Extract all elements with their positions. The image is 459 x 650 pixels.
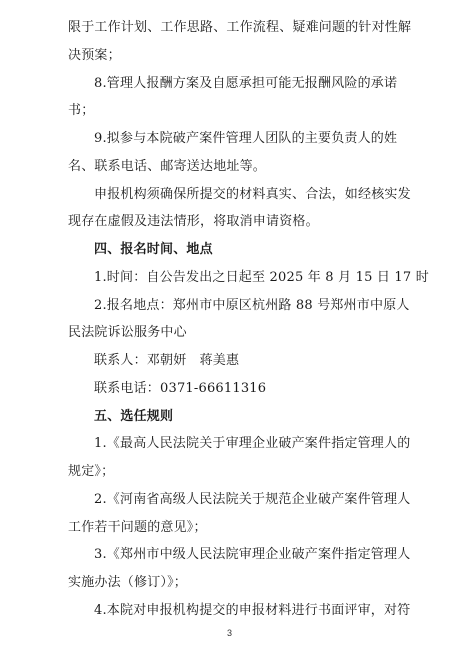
- contact-phone: 联系电话：0371-66611316: [94, 381, 267, 396]
- text-line-1: 限于工作计划、工作思路、工作流程、疑难问题的针对性解: [68, 20, 412, 35]
- page-number: 3: [226, 628, 232, 638]
- text-line-18: 2.《河南省高级人民法院关于规范企业破产案件管理人: [94, 492, 411, 507]
- section-heading-5: 五、选任规则: [94, 409, 174, 424]
- text-line-5: 9.拟参与本院破产案件管理人团队的主要负责人的姓: [94, 131, 398, 146]
- text-line-19: 工作若干问题的意见》；: [68, 520, 207, 535]
- text-line-4: 书；: [68, 103, 95, 118]
- text-line-10: 1.时间：自公告发出之日起至 2025 年 8 月 15 日 17 时: [94, 270, 429, 285]
- text-line-6: 名、联系电话、邮寄送达地址等。: [68, 159, 267, 174]
- text-line-21: 实施办法（修订）》；: [68, 575, 188, 590]
- section-heading-4: 四、报名时间、地点: [94, 242, 213, 257]
- text-line-11: 2.报名地点：郑州市中原区杭州路 88 号郑州市中原人: [94, 298, 410, 313]
- text-line-2: 决预案；: [68, 48, 121, 63]
- text-line-16: 1.《最高人民法院关于审理企业破产案件指定管理人的: [94, 436, 411, 451]
- text-line-12: 民法院诉讼服务中心: [68, 325, 187, 340]
- text-line-3: 8.管理人报酬方案及自愿承担可能无报酬风险的承诺: [94, 76, 398, 91]
- text-line-7: 申报机构须确保所提交的材料真实、合法，如经核实发: [94, 187, 411, 202]
- text-line-22: 4.本院对申报机构提交的申报材料进行书面评审，对符: [94, 603, 411, 618]
- text-line-17: 规定》；: [68, 464, 115, 479]
- contact-person: 联系人：邓朝妍 蒋美惠: [94, 353, 240, 368]
- text-line-20: 3.《郑州市中级人民法院审理企业破产案件指定管理人: [94, 547, 411, 562]
- text-line-8: 现存在虚假及违法情形，将取消申请资格。: [68, 214, 319, 229]
